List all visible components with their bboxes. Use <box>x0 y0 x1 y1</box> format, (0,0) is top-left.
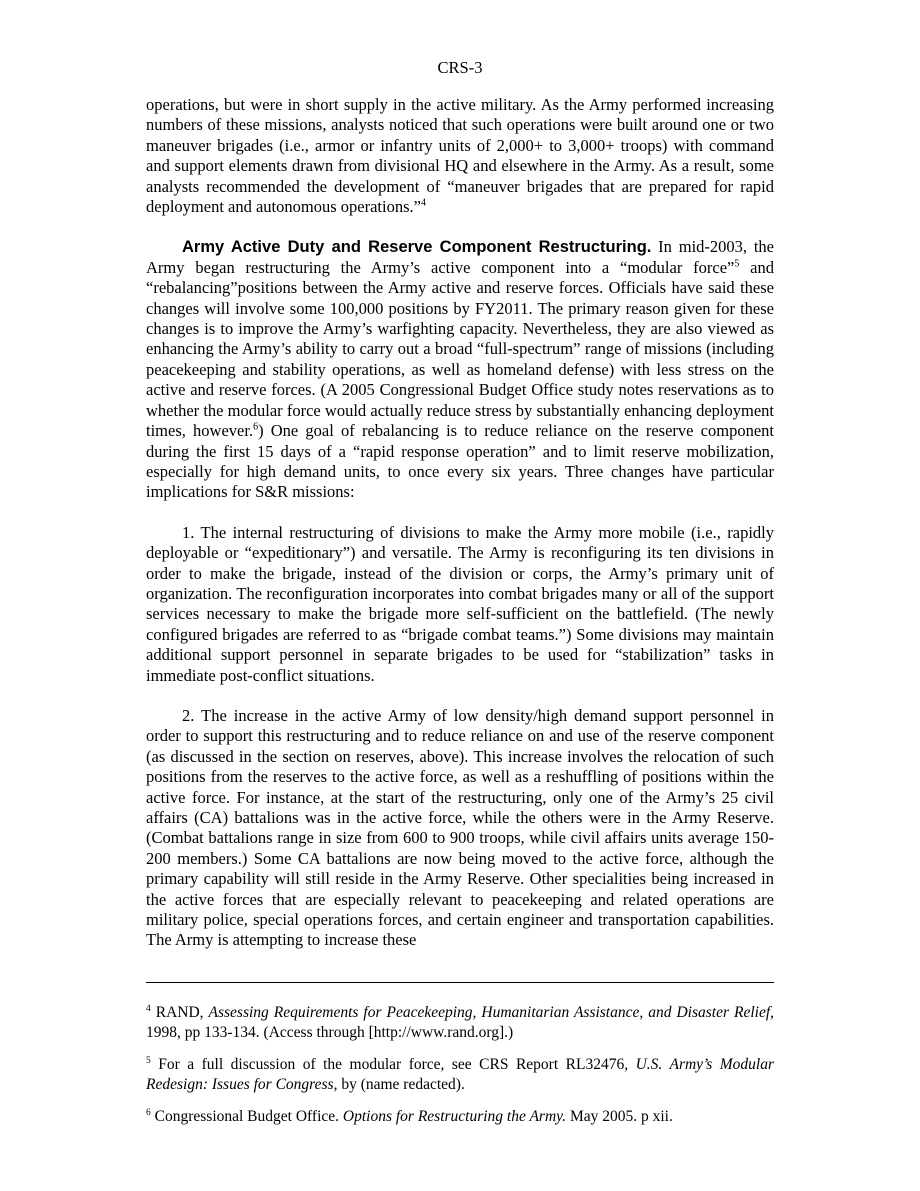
footnote-number: 5 <box>146 1055 151 1066</box>
footnote-4 <box>146 1003 774 1043</box>
footnotes <box>146 1003 774 1139</box>
footnote-title: U.S. Army’s Modular Redesign: Issues for Congress <box>146 1056 774 1093</box>
footnote-divider <box>146 982 774 983</box>
body-text <box>146 95 774 951</box>
paragraph-text: and “rebalancing”positions between the Army active and reserve forces. Officials have said these changes will involve some 100,000 positions by FY2011. The primary reason given for these changes is to improve the Army’s warfighting capacity. Nevertheless, they are also viewed as enhancing the Army’s ability to carry out a broad “full-spectrum” range of missions (including peacekeeping and stability operations, as well as homeland defense) with less stress on the active and reserve forces. (A 2005 Congressional Budget Office study notes reservations as to whether the modular force would actually reduce stress by substantially enhancing deployment times, however. <box>146 257 774 441</box>
footnote-ref: 5 <box>734 258 740 270</box>
footnote-ref: 6 <box>253 421 259 433</box>
list-item-1: 1. The internal restructuring of divisions to make the Army more mobile (i.e., rapidly deployable or “expeditionary”) and versatile. The Army is reconfiguring its ten divisions in order to make the brigade, instead of the division or corps, the Army’s primary unit of organization. The reconfiguration incorporates into combat brigades many or all of the support services necessary to make the brigade more self-sufficient on the battlefield. (The newly configured brigades are referred to as “brigade combat teams.”) Some divisions may maintain additional support personnel in separate brigades to be used for “stabilization” tasks in immediate post-conflict situations. <box>146 522 774 685</box>
footnote-number: 4 <box>146 1003 151 1014</box>
footnote-text: For a full discussion of the modular force, see CRS Report RL32476, <box>150 1056 636 1073</box>
section-heading: Army Active Duty and Reserve Component Restructuring. <box>182 238 652 257</box>
paragraph-text: In mid-2003, the Army began restructuring the Army’s active component into a “modular force” <box>146 237 774 277</box>
footnote-number: 6 <box>146 1107 151 1118</box>
footnote-title: Options for Restructuring the Army. <box>342 1108 567 1125</box>
footnote-6 <box>146 1107 774 1127</box>
section-paragraph <box>146 237 774 502</box>
footnote-ref: 4 <box>420 197 426 209</box>
footnote-text: RAND, <box>150 1004 209 1021</box>
footnote-title: Assessing Requirements for Peacekeeping, Humanitarian Assistance, and Disaster Relief <box>208 1004 771 1021</box>
paragraph-continuation <box>146 95 774 217</box>
footnote-text: Congressional Budget Office. <box>150 1108 343 1125</box>
list-item-2: 2. The increase in the active Army of low density/high demand support personnel in order to support this restructuring and to reduce reliance on and use of the reserve component (as discussed in the section on reserves, above). This increase involves the relocation of such positions from the reserves to the active force, as well as a reshuffling of positions within the active force. For instance, at the start of the restructuring, only one of the Army’s 25 civil affairs (CA) battalions was in the active force, while the others were in the Army Reserve. (Combat battalions range in size from 600 to 900 troops, while civil affairs units average 150-200 members.) Some CA battalions are now being moved to the active force, although the primary capability will still reside in the Army Reserve. Other specialities being increased in the active forces that are especially relevant to peacekeeping and related operations are military police, special operations forces, and certain engineer and transportation capabilities. The Army is attempting to increase these <box>146 705 774 950</box>
footnote-5 <box>146 1055 774 1095</box>
footnote-text: , 1998, pp 133-134. (Access through [http://www.rand.org].) <box>146 1004 775 1041</box>
paragraph-text: operations, but were in short supply in the active military. As the Army performed increasing numbers of these missions, analysts noticed that such operations were built around one or two maneuver brigades (i.e., armor or infantry units of 2,000+ to 3,000+ troops) with command and support elements drawn from divisional HQ and elsewhere in the Army. As a result, some analysts recommended the development of “maneuver brigades that are prepared for rapid deployment and autonomous operations.” <box>146 95 774 217</box>
paragraph-text: ) One goal of rebalancing is to reduce reliance on the reserve component during the first 15 days of a “rapid response operation” and to limit reserve mobilization, especially for high demand units, to once every six years. Three changes have particular implications for S&R missions: <box>146 421 774 502</box>
footnote-text: May 2005. p xii. <box>566 1108 673 1125</box>
page-number: CRS-3 <box>437 58 483 77</box>
footnote-text: , by (name redacted). <box>333 1076 465 1093</box>
